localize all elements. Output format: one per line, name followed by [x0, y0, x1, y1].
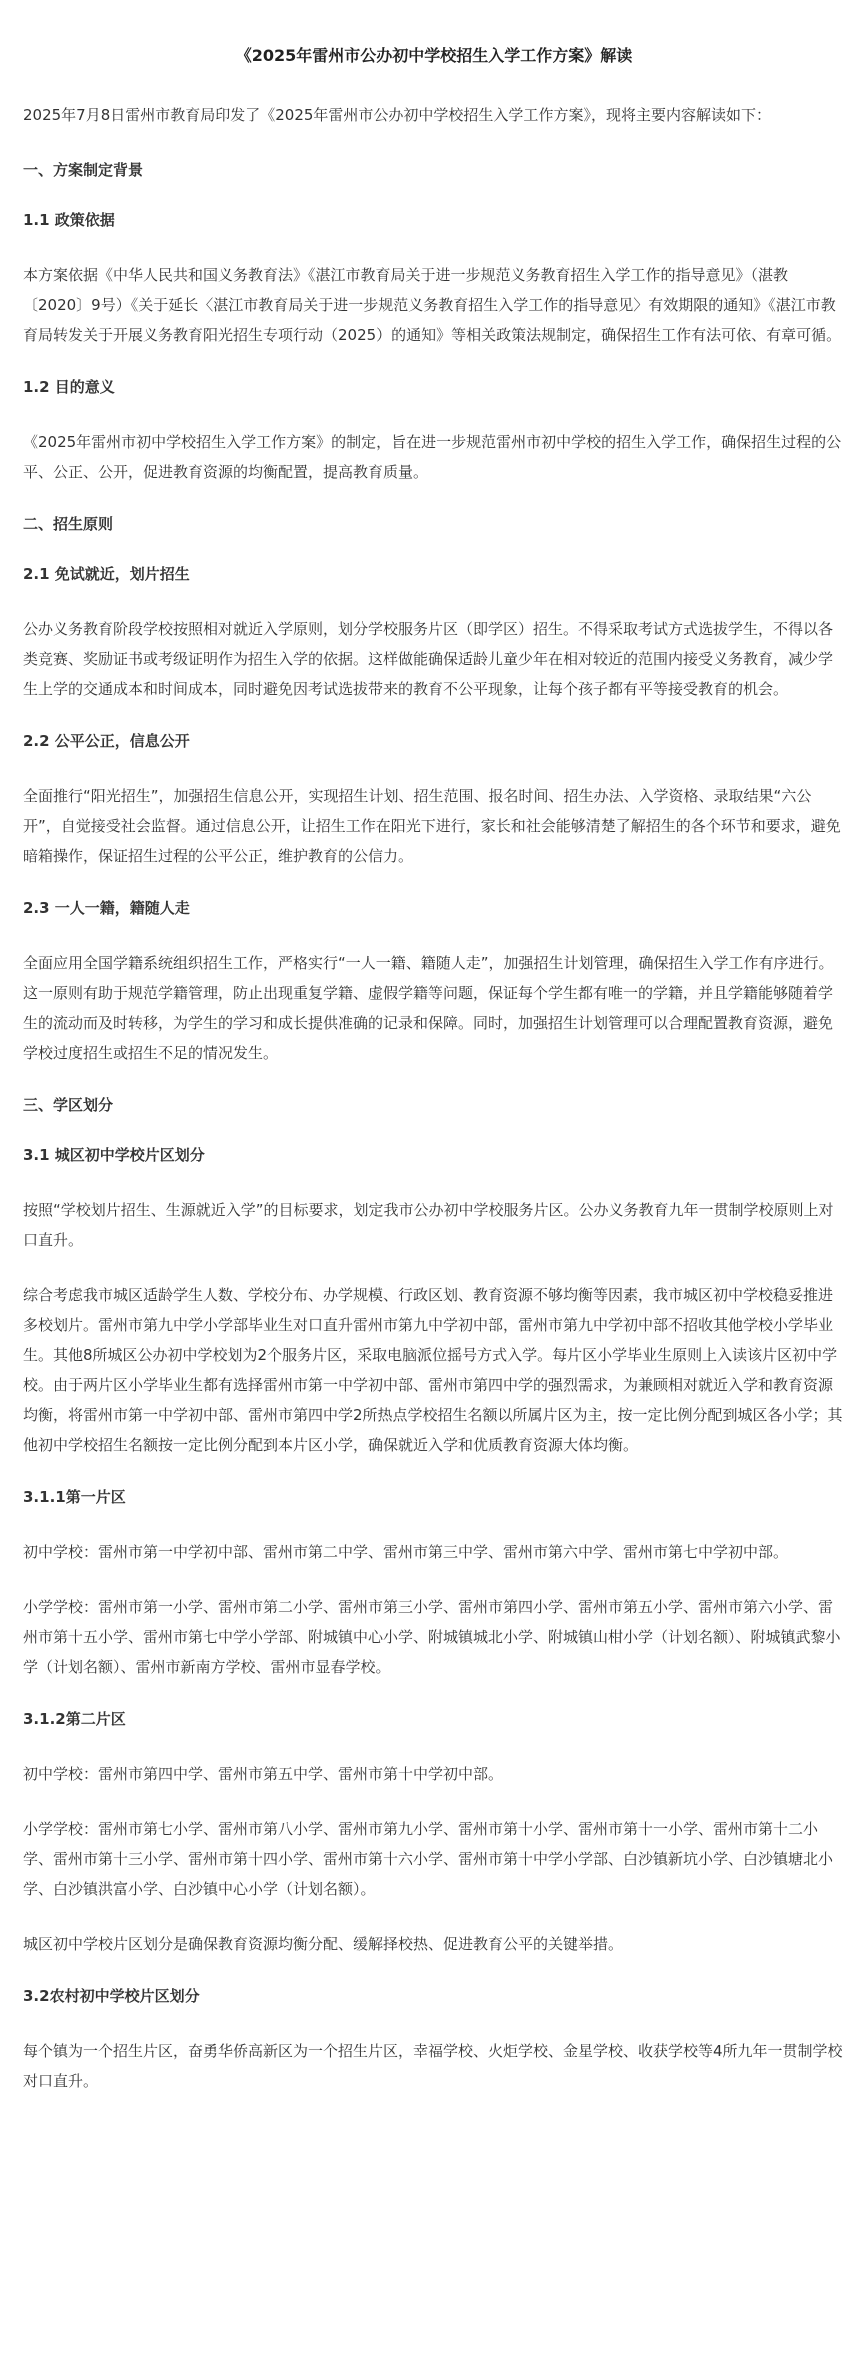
subheading-purpose: 1.2 目的意义 [23, 378, 115, 396]
subheading-one-person-one-record: 2.3 一人一籍，籍随人走 [23, 899, 190, 917]
paragraph-district-one-primary: 小学学校：雷州市第一小学、雷州市第二小学、雷州市第三小学、雷州市第四小学、雷州市第五小学、雷州市第六小学、雷州市第十五小学、雷州市第七中学小学部、附城镇中心小学、附城镇城北小学、附城镇山柑小学（计划名额）、附城镇武黎小学（计划名额）、雷州市新南方学校、雷州市显春学校。 [23, 1598, 841, 1676]
paragraph-district-one-middle: 初中学校：雷州市第一中学初中部、雷州市第二中学、雷州市第三中学、雷州市第六中学、雷州市第七中学初中部。 [23, 1543, 789, 1561]
subheading-rural-districts: 3.2农村初中学校片区划分 [23, 1987, 200, 2005]
paragraph-one-person-one-record: 全面应用全国学籍系统组织招生工作，严格实行“一人一籍、籍随人走”，加强招生计划管理，确保招生入学工作有序进行。这一原则有助于规范学籍管理，防止出现重复学籍、虚假学籍等问题，保证每个学生都有唯一的学籍，并且学籍能够随着学生的流动而及时转移，为学生的学习和成长提供准确的记录和保障。同时，加强招生计划管理可以合理配置教育资源，避免学校过度招生或招生不足的情况发生。 [23, 954, 834, 1062]
subheading-fairness: 2.2 公平公正，信息公开 [23, 732, 190, 750]
subheading-exam-free: 2.1 免试就近，划片招生 [23, 565, 190, 583]
paragraph-purpose: 《2025年雷州市初中学校招生入学工作方案》的制定，旨在进一步规范雷州市初中学校的招生入学工作，确保招生过程的公平、公正、公开，促进教育资源的均衡配置，提高教育质量。 [23, 433, 842, 481]
paragraph-district-two-middle: 初中学校：雷州市第四中学、雷州市第五中学、雷州市第十中学初中部。 [23, 1765, 504, 1783]
paragraph-urban-details: 综合考虑我市城区适龄学生人数、学校分布、办学规模、行政区划、教育资源不够均衡等因素，我市城区初中学校稳妥推进多校划片。雷州市第九中学小学部毕业生对口直升雷州市第九中学初中部，雷州市第九中学初中部不招收其他学校小学毕业生。其他8所城区公办初中学校划为2个服务片区，采取电脑派位摇号方式入学。每片区小学毕业生原则上入读该片区初中学校。由于两片区小学毕业生都有选择雷州市第一中学初中部、雷州市第四中学的强烈需求，为兼顾相对就近入学和教育资源均衡，将雷州市第一中学初中部、雷州市第四中学2所热点学校招生名额以所属片区为主，按一定比例分配到城区各小学；其他初中学校招生名额按一定比例分配到本片区小学，确保就近入学和优质教育资源大体均衡。 [23, 1286, 843, 1454]
subheading-urban-districts: 3.1 城区初中学校片区划分 [23, 1146, 205, 1164]
section-heading-districts: 三、学区划分 [23, 1096, 114, 1114]
subheading-policy-basis: 1.1 政策依据 [23, 211, 115, 229]
paragraph-fairness: 全面推行“阳光招生”，加强招生信息公开，实现招生计划、招生范围、报名时间、招生办法、入学资格、录取结果“六公开”，自觉接受社会监督。通过信息公开，让招生工作在阳光下进行，家长和社会能够清楚了解招生的各个环节和要求，避免暗箱操作，保证招生过程的公平公正，维护教育的公信力。 [23, 787, 841, 865]
document-title: 《2025年雷州市公办初中学校招生入学工作方案》解读 [235, 46, 633, 65]
intro-paragraph: 2025年7月8日雷州市教育局印发了《2025年雷州市公办初中学校招生入学工作方案》，现将主要内容解读如下： [23, 106, 771, 124]
paragraph-rural-districts: 每个镇为一个招生片区，奋勇华侨高新区为一个招生片区，幸福学校、火炬学校、金星学校、收获学校等4所九年一贯制学校对口直升。 [23, 2042, 843, 2090]
paragraph-district-summary: 城区初中学校片区划分是确保教育资源均衡分配、缓解择校热、促进教育公平的关键举措。 [23, 1935, 624, 1953]
paragraph-exam-free: 公办义务教育阶段学校按照相对就近入学原则，划分学校服务片区（即学区）招生。不得采取考试方式选拔学生，不得以各类竞赛、奖励证书或考级证明作为招生入学的依据。这样做能确保适龄儿童少年在相对较近的范围内接受义务教育，减少学生上学的交通成本和时间成本，同时避免因考试选拔带来的教育不公平现象，让每个孩子都有平等接受教育的机会。 [23, 620, 834, 698]
subheading-district-one: 3.1.1第一片区 [23, 1488, 126, 1506]
section-heading-background: 一、方案制定背景 [23, 161, 144, 179]
paragraph-district-two-primary: 小学学校：雷州市第七小学、雷州市第八小学、雷州市第九小学、雷州市第十小学、雷州市第十一小学、雷州市第十二小学、雷州市第十三小学、雷州市第十四小学、雷州市第十六小学、雷州市第十中学小学部、白沙镇新坑小学、白沙镇塘北小学、白沙镇洪富小学、白沙镇中心小学（计划名额）。 [23, 1820, 834, 1898]
paragraph-policy-basis: 本方案依据《中华人民共和国义务教育法》《湛江市教育局关于进一步规范义务教育招生入学工作的指导意见》（湛教〔2020〕9号）《关于延长〈湛江市教育局关于进一步规范义务教育招生入学工作的指导意见〉有效期限的通知》《湛江市教育局转发关于开展义务教育阳光招生专项行动（2025）的通知》等相关政策法规制定，确保招生工作有法可依、有章可循。 [23, 266, 842, 344]
section-heading-principles: 二、招生原则 [23, 515, 114, 533]
paragraph-urban-goal: 按照“学校划片招生、生源就近入学”的目标要求，划定我市公办初中学校服务片区。公办义务教育九年一贯制学校原则上对口直升。 [23, 1201, 834, 1249]
subheading-district-two: 3.1.2第二片区 [23, 1710, 126, 1728]
